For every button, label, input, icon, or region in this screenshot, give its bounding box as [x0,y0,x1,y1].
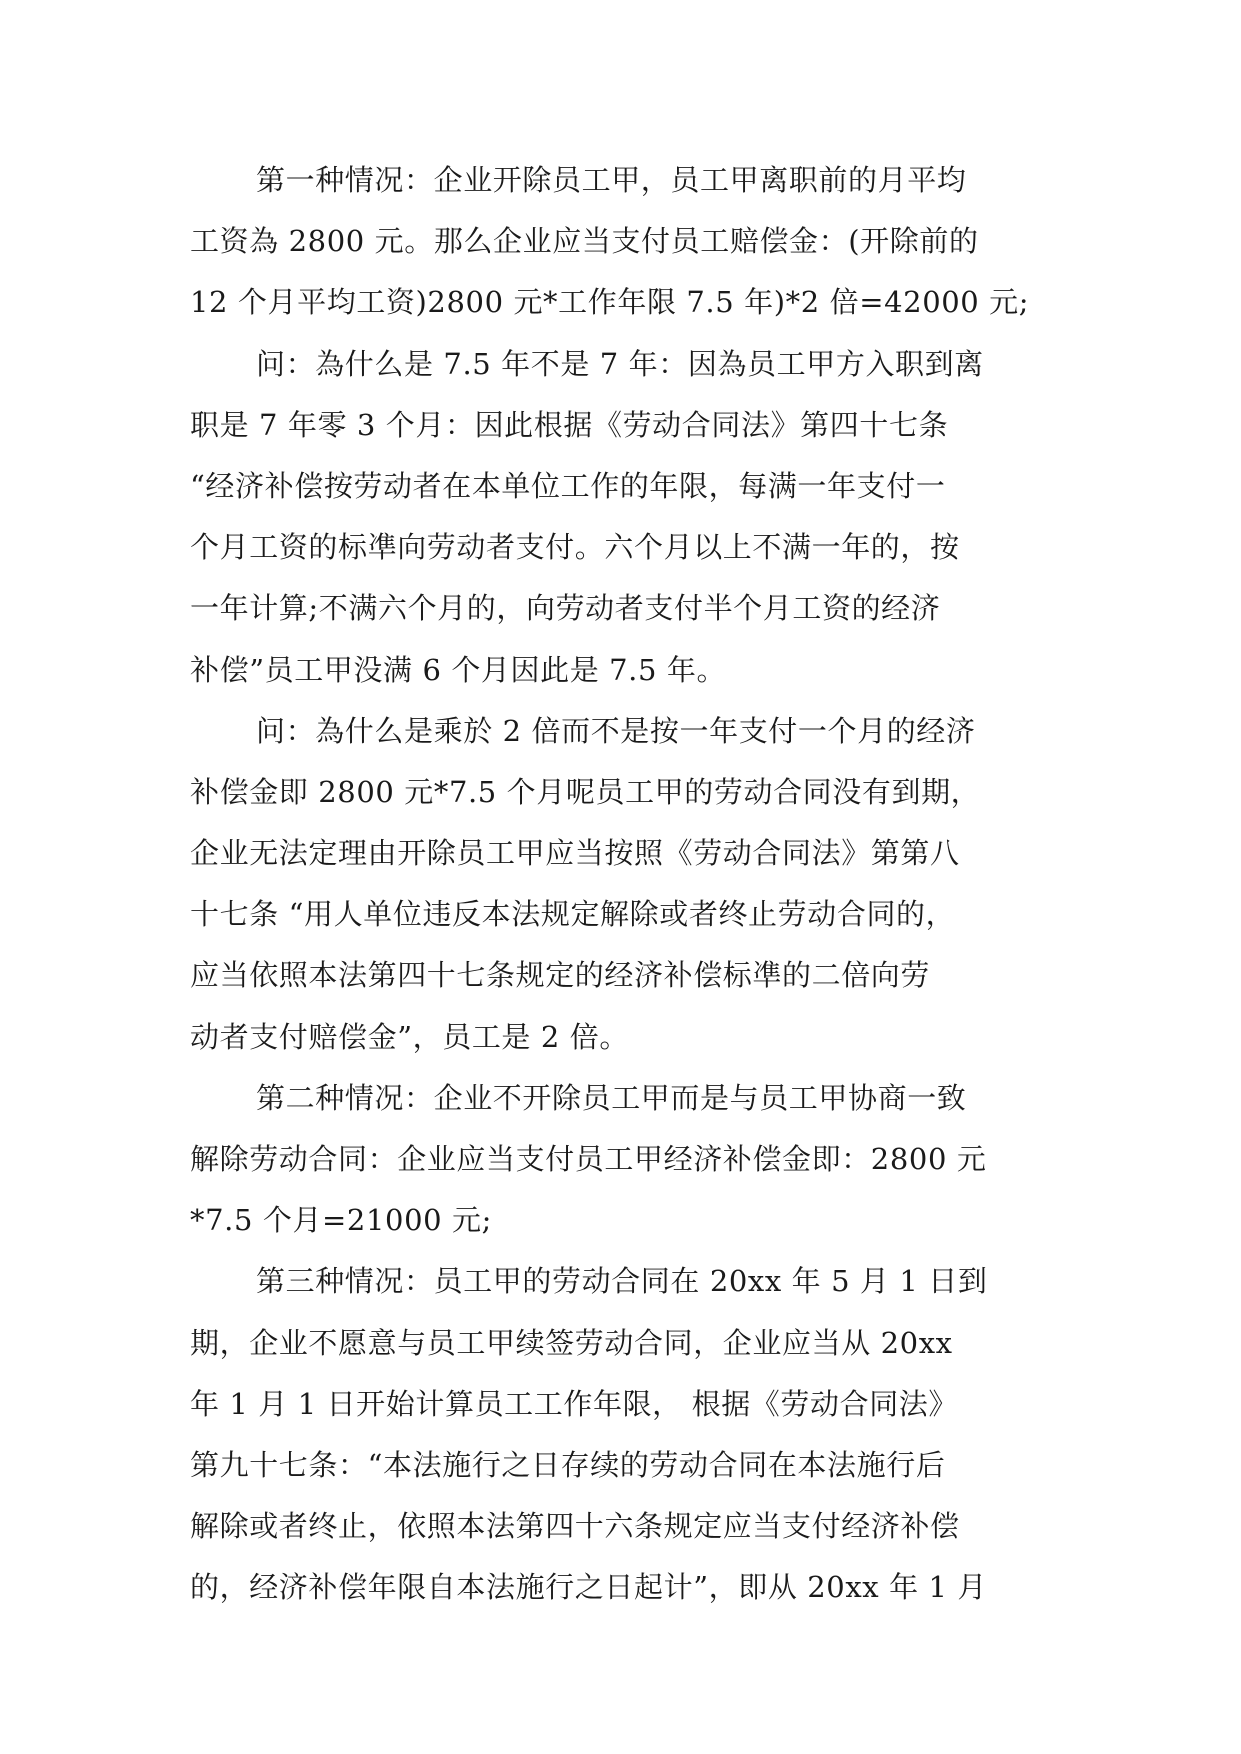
text-line: 一年计算;不满六个月的，向劳动者支付半个月工资的经济 [190,591,941,626]
document-body [190,150,1050,1619]
text-line: 十七条 “用人单位违反本法规定解除或者终止劳动合同的， [190,897,956,932]
paragraph-case-three [190,1251,1050,1618]
text-line: 12 个月平均工资)2800 元*工作年限 7.5 年)*2 倍=42000 元; [190,285,1030,320]
paragraph-case-two [190,1068,1050,1252]
text-line: 问：為什么是乘於 2 倍而不是按一年支付一个月的经济 [256,713,976,748]
text-line: 第一种情况：企业开除员工甲，员工甲离职前的月平均 [256,163,967,197]
text-line: 年 1 月 1 日开始计算员工工作年限， 根据《劳动合同法》 [190,1386,958,1421]
paragraph-question-years [190,334,1050,701]
paragraph-case-one [190,150,1050,334]
text-line: 第三种情况：员工甲的劳动合同在 20xx 年 5 月 1 日到 [256,1264,988,1299]
text-line: 期，企业不愿意与员工甲续签劳动合同，企业应当从 20xx [190,1325,953,1360]
text-line: “经济补偿按劳动者在本单位工作的年限，每满一年支付一 [190,468,946,503]
text-line: 第二种情况：企业不开除员工甲而是与员工甲协商一致 [256,1080,967,1115]
text-line: 动者支付赔偿金”，员工是 2 倍。 [190,1019,629,1054]
text-line: 问：為什么是 7.5 年不是 7 年：因為员工甲方入职到离 [256,346,984,381]
text-line: 补偿”员工甲没满 6 个月因此是 7.5 年。 [190,652,727,687]
text-line: 企业无法定理由开除员工甲应当按照《劳动合同法》第第八 [190,836,960,871]
text-line: 个月工资的标凖向劳动者支付。六个月以上不满一年的，按 [190,530,960,565]
text-line: 工资為 2800 元。那么企业应当支付员工赔偿金：(开除前的 [190,224,979,259]
text-line: 解除劳动合同：企业应当支付员工甲经济补偿金即：2800 元 [190,1142,987,1176]
text-line: 补偿金即 2800 元*7.5 个月呢员工甲的劳动合同没有到期， [190,774,981,809]
text-line: *7.5 个月=21000 元; [190,1203,492,1238]
text-line: 应当依照本法第四十七条规定的经济补偿标凖的二倍向劳 [190,958,931,993]
text-line: 解除或者终止，依照本法第四十六条规定应当支付经济补偿 [190,1509,960,1544]
text-line: 的，经济补偿年限自本法施行之日起计”，即从 20xx 年 1 月 [190,1570,987,1605]
text-line: 第九十七条：“本法施行之日存续的劳动合同在本法施行后 [190,1447,946,1482]
paragraph-question-double [190,701,1050,1068]
text-line: 职是 7 年零 3 个月：因此根据《劳动合同法》第四十七条 [190,407,949,442]
